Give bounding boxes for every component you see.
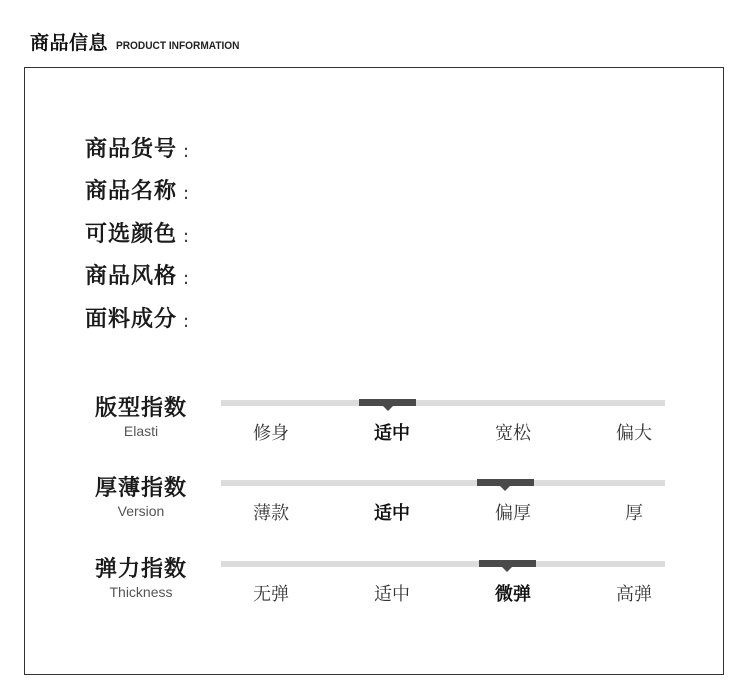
scale-option: 偏大	[616, 423, 652, 444]
scale-fit	[25, 391, 725, 461]
info-label: 面料成分	[85, 306, 178, 332]
info-row-item-name	[85, 169, 189, 212]
scale-elasticity	[25, 552, 725, 622]
scale-title	[81, 552, 201, 600]
info-label: 商品名称	[85, 179, 178, 205]
product-info-panel	[24, 67, 724, 675]
scale-track	[221, 480, 665, 486]
info-colon: :	[183, 225, 190, 247]
info-colon: :	[183, 310, 190, 332]
scale-option: 厚	[625, 503, 643, 524]
scale-title-cn: 弹力指数	[94, 557, 187, 582]
scale-marker	[479, 560, 536, 567]
scale-title	[81, 471, 201, 519]
scale-track	[221, 400, 665, 406]
scale-track	[221, 561, 665, 567]
info-label: 商品风格	[85, 264, 178, 290]
info-list	[85, 126, 189, 339]
scale-option: 适中	[374, 503, 410, 524]
info-colon: :	[183, 268, 190, 290]
scale-option: 修身	[253, 423, 289, 444]
info-label: 可选颜色	[85, 221, 178, 247]
scale-option: 微弹	[495, 584, 531, 605]
scale-option: 适中	[374, 423, 410, 444]
scale-option: 无弹	[253, 584, 289, 605]
scale-title-cn: 厚薄指数	[94, 476, 187, 501]
scale-option: 高弹	[616, 584, 652, 605]
scale-title-en: Elasti	[123, 423, 159, 439]
scale-option: 宽松	[495, 423, 531, 444]
scale-option: 薄款	[253, 503, 289, 524]
info-row-fabric	[85, 296, 189, 339]
info-row-style	[85, 254, 189, 297]
info-row-colors	[85, 211, 189, 254]
scale-title-en: Thickness	[109, 584, 173, 600]
scale-thickness	[25, 471, 725, 541]
scale-title-cn: 版型指数	[94, 396, 187, 421]
info-label: 商品货号	[85, 136, 178, 162]
scale-option: 偏厚	[495, 503, 531, 524]
section-title-cn: 商品信息	[30, 32, 109, 54]
scale-title	[81, 391, 201, 439]
scale-option: 适中	[374, 584, 410, 605]
info-colon: :	[183, 183, 190, 205]
info-row-item-number	[85, 126, 189, 169]
section-header	[30, 28, 250, 55]
section-title-en: PRODUCT INFORMATION	[116, 40, 240, 52]
scale-marker	[477, 479, 534, 486]
scale-title-en: Version	[117, 503, 165, 519]
info-colon: :	[183, 140, 190, 162]
scale-marker	[359, 399, 416, 406]
